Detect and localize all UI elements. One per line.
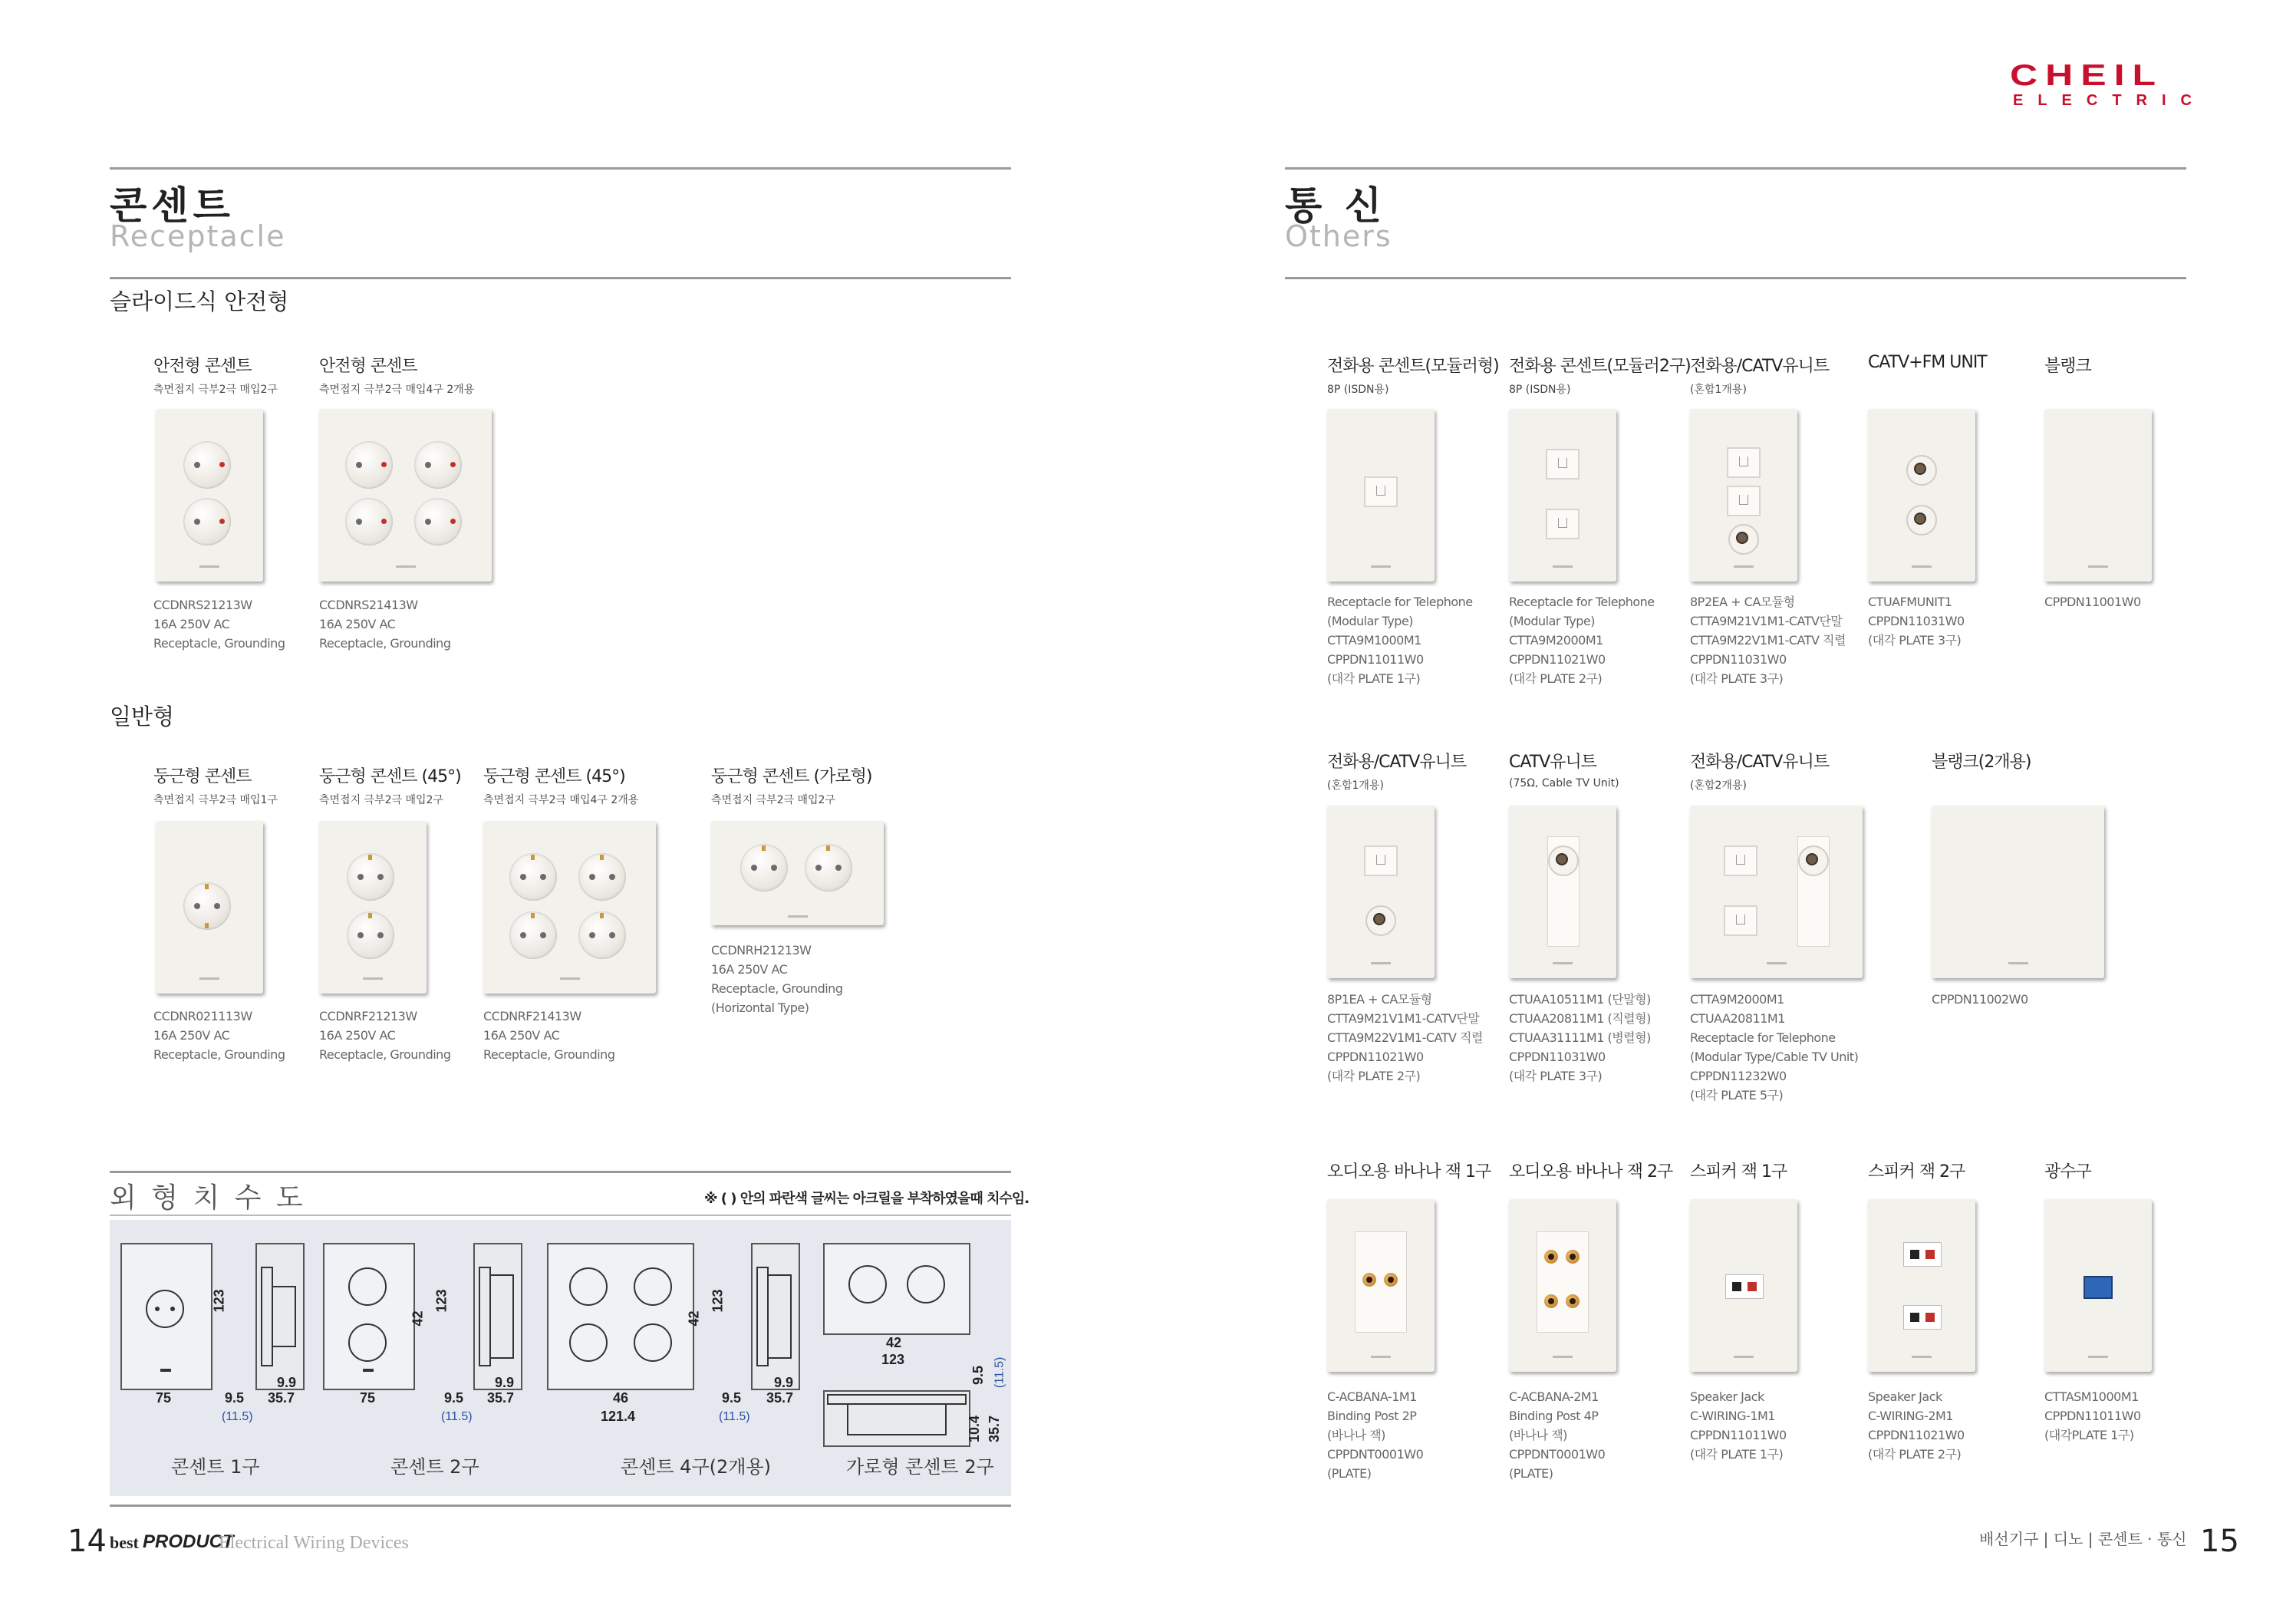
dim-title: 외 형 치 수 도: [110, 1182, 306, 1214]
comm-r2-3: 전화용/CATV유니트 (혼합2개용): [1690, 753, 1830, 792]
logo-sub: ELECTRIC: [2013, 92, 2206, 109]
comm-image-r3-4: [1868, 1199, 1975, 1372]
comm-image-r2-3: [1690, 806, 1863, 978]
comm-image-r3-2: [1509, 1199, 1616, 1372]
right-title-kor: 통 신: [1285, 183, 1387, 228]
product-general-3: 둥근형 콘센트 (45°) 측면접지 극부2극 매입4구 2개용: [483, 767, 639, 806]
product-image-slide-1: [156, 409, 263, 582]
comm-r1-3: 전화용/CATV유니트 (혼합1개용): [1690, 357, 1830, 396]
comm-image-r1-3: [1690, 409, 1797, 582]
comm-image-r2-1: [1327, 806, 1435, 978]
product-name: 안전형 콘센트: [319, 357, 417, 376]
comm-image-r2-4: [1932, 806, 2104, 978]
footer-breadcrumb: 배선기구 | 디노 | 콘센트 · 통신: [1979, 1530, 2187, 1548]
drawing-2-side: [473, 1243, 522, 1390]
left-title-kor: 콘센트: [110, 183, 235, 228]
section-general-title: 일반형: [110, 704, 175, 730]
comm-r1-4: CATV+FM UNIT: [1868, 353, 1987, 372]
product-general-2: 둥근형 콘센트 (45°) 측면접지 극부2극 매입2구: [319, 767, 461, 806]
product-name: 안전형 콘센트: [153, 357, 252, 376]
right-title-rule: [1285, 277, 2186, 279]
left-title-rule: [110, 277, 1011, 279]
comm-image-r1-2: [1509, 409, 1616, 582]
left-title-eng: Receptacle: [110, 219, 286, 253]
dimension-drawings-panel: 123 75 9.5 (11.5) 9.9 35.7 콘센트 1구 42 123 75 9.5 (11.5) 9.9 35.7 콘센트 2구 42 123 46 121.4 9.5 (11.5) 9.9 35.7 콘센트 4구(2개용) 42 123 9.5 (11.5) 10.4 35.7 가로형 콘센트 2구: [110, 1220, 1011, 1496]
product-slide-2: [319, 353, 474, 397]
comm-r3-1: 오디오용 바나나 잭 1구: [1327, 1162, 1491, 1182]
dim-sub-rule: [110, 1215, 1011, 1216]
comm-image-r3-3: [1690, 1199, 1797, 1372]
comm-r1-1: 전화용 콘센트(모듈러형) 8P (ISDN용): [1327, 357, 1499, 396]
product-codes-slide-2: CCDNRS21413W 16A 250V AC Receptacle, Grounding: [319, 598, 451, 651]
section-slide-title: 슬라이드식 안전형: [110, 288, 289, 315]
drawing-4-front: [823, 1243, 970, 1335]
comm-r1-5: 블랭크: [2044, 357, 2091, 376]
product-codes-general-1: CCDNR021113W 16A 250V AC Receptacle, Grounding: [153, 1009, 285, 1062]
product-image-general-3: [483, 821, 656, 994]
product-sub: 측면접지 극부2극 매입2구: [153, 384, 278, 396]
drawing-2-front: [323, 1243, 415, 1390]
comm-r3-2: 오디오용 바나나 잭 2구: [1509, 1162, 1673, 1182]
dim-label-3: 콘센트 4구(2개용): [621, 1456, 771, 1478]
comm-image-r1-1: [1327, 409, 1435, 582]
page-number-right: 15: [2200, 1524, 2239, 1559]
dim-bottom-rule: [110, 1505, 1011, 1507]
right-top-rule: [1285, 167, 2186, 170]
comm-r2-4: 블랭크(2개용): [1932, 753, 2031, 772]
comm-r2-2: CATV유니트 (75Ω, Cable TV Unit): [1509, 753, 1619, 789]
comm-image-r2-2: [1509, 806, 1616, 978]
comm-r2-1: 전화용/CATV유니트 (혼합1개용): [1327, 753, 1467, 792]
product-codes-general-4: CCDNRH21213W 16A 250V AC Receptacle, Grounding (Horizontal Type): [711, 943, 843, 1015]
drawing-3-side: [751, 1243, 800, 1390]
comm-image-r1-4: [1868, 409, 1975, 582]
comm-image-r3-1: [1327, 1199, 1435, 1372]
product-codes-general-2: CCDNRF21213W 16A 250V AC Receptacle, Grounding: [319, 1009, 451, 1062]
dim-label-1: 콘센트 1구: [171, 1456, 260, 1478]
dim-top-rule: [110, 1171, 1011, 1173]
product-general-4: 둥근형 콘센트 (가로형) 측면접지 극부2극 매입2구: [711, 767, 872, 806]
comm-r3-3: 스피커 잭 1구: [1690, 1162, 1787, 1182]
comm-r3-4: 스피커 잭 2구: [1868, 1162, 1965, 1182]
product-image-general-1: [156, 821, 263, 994]
page-number-left: 14: [68, 1524, 107, 1559]
comm-r3-5: 광수구: [2044, 1162, 2091, 1182]
drawing-3-front: [547, 1243, 694, 1390]
footer-desc: Electrical Wiring Devices: [219, 1533, 409, 1553]
footer-best: best: [110, 1533, 139, 1552]
right-title-eng: Others: [1285, 219, 1392, 253]
left-top-rule: [110, 167, 1011, 170]
drawing-1-side: [255, 1243, 305, 1390]
dim-label-4: 가로형 콘센트 2구: [846, 1456, 994, 1478]
footer-product: PRODUCT: [143, 1531, 234, 1552]
product-image-general-2: [319, 821, 427, 994]
cheil-logo: [2010, 58, 2206, 110]
product-codes-general-3: CCDNRF21413W 16A 250V AC Receptacle, Grounding: [483, 1009, 615, 1062]
logo-main: CHEIL: [2010, 58, 2163, 92]
dim-note: ※ ( ) 안의 파란색 글씨는 아크릴을 부착하였을때 치수임.: [704, 1191, 1029, 1207]
comm-image-r1-5: [2044, 409, 2152, 582]
product-image-general-4: [711, 821, 884, 925]
product-codes-slide-1: CCDNRS21213W 16A 250V AC Receptacle, Grounding: [153, 598, 285, 651]
comm-r1-2: 전화용 콘센트(모듈러2구) 8P (ISDN용): [1509, 357, 1691, 396]
product-slide-1: [153, 353, 278, 397]
dim-label-2: 콘센트 2구: [390, 1456, 479, 1478]
product-sub: 측면접지 극부2극 매입4구 2개용: [319, 384, 475, 396]
drawing-4-side: [823, 1390, 970, 1447]
comm-image-r3-5: [2044, 1199, 2152, 1372]
product-image-slide-2: [319, 409, 492, 582]
product-general-1: 둥근형 콘센트 측면접지 극부2극 매입1구: [153, 767, 278, 806]
drawing-1-front: [120, 1243, 212, 1390]
